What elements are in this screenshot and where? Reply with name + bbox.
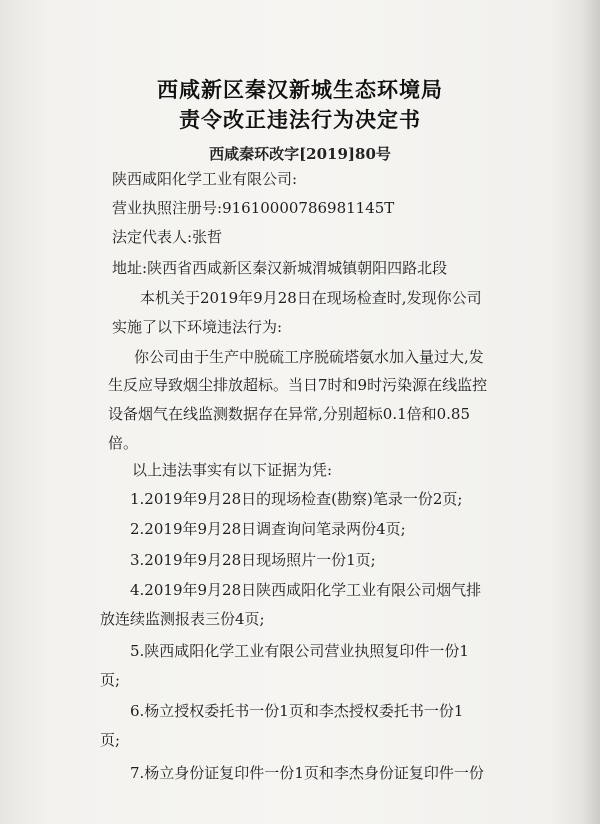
- evidence-item-3: 3.2019年9月28日现场照片一份1页;: [130, 551, 376, 569]
- document-number: 西咸秦环改字[2019]80号: [209, 145, 391, 163]
- intro-line-2: 实施了以下环境违法行为:: [112, 318, 283, 336]
- document-title-line1: 西咸新区秦汉新城生态环境局: [157, 78, 443, 102]
- violation-line-4: 倍。: [108, 434, 139, 452]
- license-label: 营业执照注册号:: [112, 199, 223, 217]
- evidence-item-4: 4.2019年9月28日陕西咸阳化学工业有限公司烟气排: [130, 581, 482, 599]
- legal-rep-label: 法定代表人:: [112, 228, 193, 246]
- evidence-item-6-cont: 页;: [100, 731, 121, 749]
- violation-line-3: 设备烟气在线监测数据存在异常,分别超标0.1倍和0.85: [108, 405, 471, 423]
- evidence-intro: 以上违法事实有以下证据为凭:: [132, 461, 333, 479]
- address-value: 陕西省西咸新区秦汉新城渭城镇朝阳四路北段: [147, 259, 448, 277]
- address-label: 地址:: [112, 259, 148, 277]
- violation-line-1: 你公司由于生产中脱硫工序脱硫塔氨水加入量过大,发: [134, 348, 484, 366]
- evidence-item-7: 7.杨立身份证复印件一份1页和李杰身份证复印件一份: [130, 764, 484, 782]
- license-line: [112, 197, 394, 218]
- evidence-item-1: 1.2019年9月28日的现场检查(勘察)笔录一份2页;: [130, 490, 463, 508]
- intro-line-1: 本机关于2019年9月28日在现场检查时,发现你公司: [140, 289, 482, 307]
- evidence-item-4-cont: 放连续监测报表三份4页;: [100, 610, 265, 628]
- evidence-item-5: 5.陕西咸阳化学工业有限公司营业执照复印件一份1: [130, 642, 469, 660]
- recipient-line: 陕西咸阳化学工业有限公司:: [112, 170, 298, 188]
- evidence-item-6: 6.杨立授权委托书一份1页和李杰授权委托书一份1: [130, 702, 464, 720]
- address-line: [112, 257, 447, 278]
- violation-line-2: 生反应导致烟尘排放超标。当日7时和9时污染源在线监控: [108, 376, 488, 394]
- legal-rep-line: [112, 226, 222, 247]
- evidence-item-2: 2.2019年9月28日调查询问笔录两份4页;: [130, 520, 406, 538]
- evidence-item-5-cont: 页;: [100, 671, 121, 689]
- document-title-line2: 责令改正违法行为决定书: [179, 108, 421, 132]
- legal-rep-value: 张哲: [192, 228, 223, 246]
- license-value: 91610000786981145T: [222, 199, 395, 217]
